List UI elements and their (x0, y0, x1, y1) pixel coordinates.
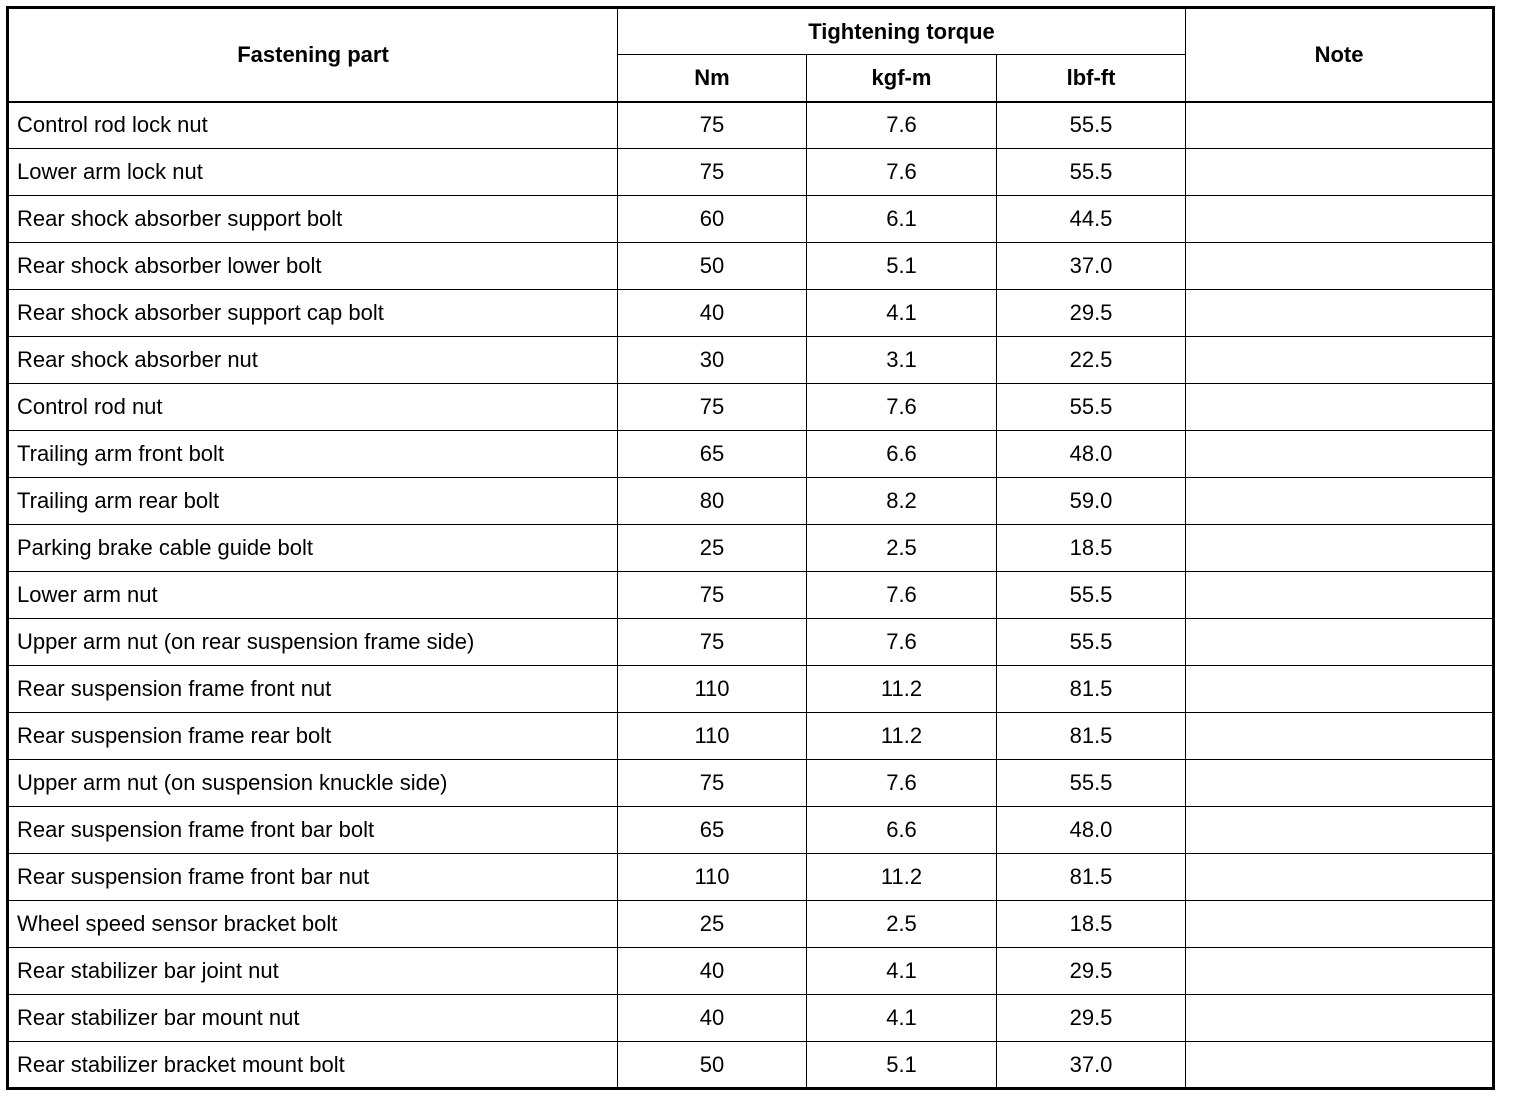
torque-kgfm-cell: 11.2 (807, 713, 997, 760)
fastening-part-cell: Upper arm nut (on suspension knuckle side) (8, 760, 618, 807)
note-cell (1186, 854, 1494, 901)
torque-kgfm-cell: 2.5 (807, 901, 997, 948)
fastening-part-cell: Rear suspension frame front nut (8, 666, 618, 713)
table-row (8, 713, 1494, 760)
torque-nm-cell: 75 (618, 384, 807, 431)
note-cell (1186, 243, 1494, 290)
unit-header-nm: Nm (618, 55, 807, 102)
note-cell (1186, 760, 1494, 807)
fastening-part-cell: Rear stabilizer bar joint nut (8, 948, 618, 995)
torque-nm-cell: 60 (618, 196, 807, 243)
torque-nm-cell: 75 (618, 619, 807, 666)
torque-kgfm-cell: 6.1 (807, 196, 997, 243)
note-cell (1186, 431, 1494, 478)
note-cell (1186, 290, 1494, 337)
fastening-part-cell: Trailing arm front bolt (8, 431, 618, 478)
torque-lbfft-cell: 18.5 (997, 525, 1186, 572)
note-cell (1186, 666, 1494, 713)
note-cell (1186, 1042, 1494, 1089)
fastening-part-cell: Rear suspension frame rear bolt (8, 713, 618, 760)
note-cell (1186, 196, 1494, 243)
torque-kgfm-cell: 7.6 (807, 384, 997, 431)
table-row (8, 290, 1494, 337)
torque-kgfm-cell: 4.1 (807, 995, 997, 1042)
note-header: Note (1186, 8, 1494, 102)
torque-lbfft-cell: 29.5 (997, 290, 1186, 337)
table-row (8, 525, 1494, 572)
table-row (8, 384, 1494, 431)
torque-kgfm-cell: 7.6 (807, 149, 997, 196)
torque-nm-cell: 40 (618, 995, 807, 1042)
table-row (8, 196, 1494, 243)
torque-lbfft-cell: 55.5 (997, 149, 1186, 196)
note-cell (1186, 713, 1494, 760)
torque-specification-table (6, 6, 1495, 1090)
torque-kgfm-cell: 7.6 (807, 619, 997, 666)
torque-lbfft-cell: 48.0 (997, 431, 1186, 478)
note-cell (1186, 619, 1494, 666)
torque-lbfft-cell: 44.5 (997, 196, 1186, 243)
torque-kgfm-cell: 11.2 (807, 666, 997, 713)
torque-nm-cell: 25 (618, 525, 807, 572)
note-cell (1186, 384, 1494, 431)
torque-nm-cell: 65 (618, 807, 807, 854)
torque-lbfft-cell: 29.5 (997, 948, 1186, 995)
table-body (8, 102, 1494, 1089)
torque-kgfm-cell: 2.5 (807, 525, 997, 572)
torque-nm-cell: 40 (618, 290, 807, 337)
note-cell (1186, 102, 1494, 149)
torque-lbfft-cell: 18.5 (997, 901, 1186, 948)
torque-kgfm-cell: 5.1 (807, 243, 997, 290)
fastening-part-cell: Rear shock absorber support cap bolt (8, 290, 618, 337)
table-row (8, 619, 1494, 666)
unit-header-kgfm: kgf-m (807, 55, 997, 102)
torque-nm-cell: 75 (618, 102, 807, 149)
fastening-part-cell: Control rod nut (8, 384, 618, 431)
fastening-part-cell: Rear shock absorber lower bolt (8, 243, 618, 290)
fastening-part-cell: Rear stabilizer bar mount nut (8, 995, 618, 1042)
torque-kgfm-cell: 3.1 (807, 337, 997, 384)
torque-kgfm-cell: 6.6 (807, 807, 997, 854)
note-cell (1186, 572, 1494, 619)
torque-nm-cell: 65 (618, 431, 807, 478)
torque-lbfft-cell: 29.5 (997, 995, 1186, 1042)
note-cell (1186, 995, 1494, 1042)
table-row (8, 102, 1494, 149)
note-cell (1186, 337, 1494, 384)
fastening-part-cell: Parking brake cable guide bolt (8, 525, 618, 572)
table-row (8, 760, 1494, 807)
fastening-part-cell: Rear stabilizer bracket mount bolt (8, 1042, 618, 1089)
torque-kgfm-cell: 11.2 (807, 854, 997, 901)
fastening-part-cell: Rear suspension frame front bar bolt (8, 807, 618, 854)
note-cell (1186, 525, 1494, 572)
torque-lbfft-cell: 55.5 (997, 619, 1186, 666)
table-row (8, 1042, 1494, 1089)
torque-kgfm-cell: 7.6 (807, 760, 997, 807)
table-row (8, 478, 1494, 525)
torque-kgfm-cell: 7.6 (807, 572, 997, 619)
torque-lbfft-cell: 22.5 (997, 337, 1186, 384)
torque-nm-cell: 110 (618, 666, 807, 713)
torque-nm-cell: 75 (618, 149, 807, 196)
note-cell (1186, 901, 1494, 948)
note-cell (1186, 807, 1494, 854)
fastening-part-cell: Upper arm nut (on rear suspension frame side) (8, 619, 618, 666)
torque-kgfm-cell: 4.1 (807, 290, 997, 337)
table-row (8, 666, 1494, 713)
torque-lbfft-cell: 55.5 (997, 384, 1186, 431)
torque-lbfft-cell: 55.5 (997, 102, 1186, 149)
torque-kgfm-cell: 7.6 (807, 102, 997, 149)
table-row (8, 948, 1494, 995)
torque-lbfft-cell: 81.5 (997, 713, 1186, 760)
table-row (8, 807, 1494, 854)
torque-nm-cell: 80 (618, 478, 807, 525)
fastening-part-cell: Rear suspension frame front bar nut (8, 854, 618, 901)
torque-nm-cell: 40 (618, 948, 807, 995)
torque-nm-cell: 50 (618, 243, 807, 290)
torque-nm-cell: 75 (618, 572, 807, 619)
note-cell (1186, 478, 1494, 525)
torque-nm-cell: 25 (618, 901, 807, 948)
fastening-part-cell: Lower arm nut (8, 572, 618, 619)
fastening-part-header: Fastening part (8, 8, 618, 102)
table-row (8, 243, 1494, 290)
torque-nm-cell: 110 (618, 854, 807, 901)
header-row-top (8, 8, 1494, 55)
note-cell (1186, 948, 1494, 995)
fastening-part-cell: Trailing arm rear bolt (8, 478, 618, 525)
note-cell (1186, 149, 1494, 196)
table-row (8, 995, 1494, 1042)
torque-lbfft-cell: 55.5 (997, 760, 1186, 807)
torque-lbfft-cell: 37.0 (997, 243, 1186, 290)
tightening-torque-header: Tightening torque (618, 8, 1186, 55)
fastening-part-cell: Lower arm lock nut (8, 149, 618, 196)
fastening-part-cell: Wheel speed sensor bracket bolt (8, 901, 618, 948)
table-row (8, 572, 1494, 619)
table-header (8, 8, 1494, 102)
fastening-part-cell: Control rod lock nut (8, 102, 618, 149)
fastening-part-cell: Rear shock absorber nut (8, 337, 618, 384)
table-row (8, 901, 1494, 948)
torque-nm-cell: 75 (618, 760, 807, 807)
torque-nm-cell: 110 (618, 713, 807, 760)
torque-lbfft-cell: 37.0 (997, 1042, 1186, 1089)
torque-kgfm-cell: 8.2 (807, 478, 997, 525)
torque-lbfft-cell: 48.0 (997, 807, 1186, 854)
torque-lbfft-cell: 55.5 (997, 572, 1186, 619)
fastening-part-cell: Rear shock absorber support bolt (8, 196, 618, 243)
table-row (8, 854, 1494, 901)
table-row (8, 149, 1494, 196)
torque-kgfm-cell: 4.1 (807, 948, 997, 995)
torque-nm-cell: 30 (618, 337, 807, 384)
torque-kgfm-cell: 5.1 (807, 1042, 997, 1089)
torque-nm-cell: 50 (618, 1042, 807, 1089)
torque-lbfft-cell: 81.5 (997, 666, 1186, 713)
torque-kgfm-cell: 6.6 (807, 431, 997, 478)
torque-lbfft-cell: 81.5 (997, 854, 1186, 901)
table-row (8, 337, 1494, 384)
unit-header-lbfft: lbf-ft (997, 55, 1186, 102)
table-row (8, 431, 1494, 478)
torque-lbfft-cell: 59.0 (997, 478, 1186, 525)
